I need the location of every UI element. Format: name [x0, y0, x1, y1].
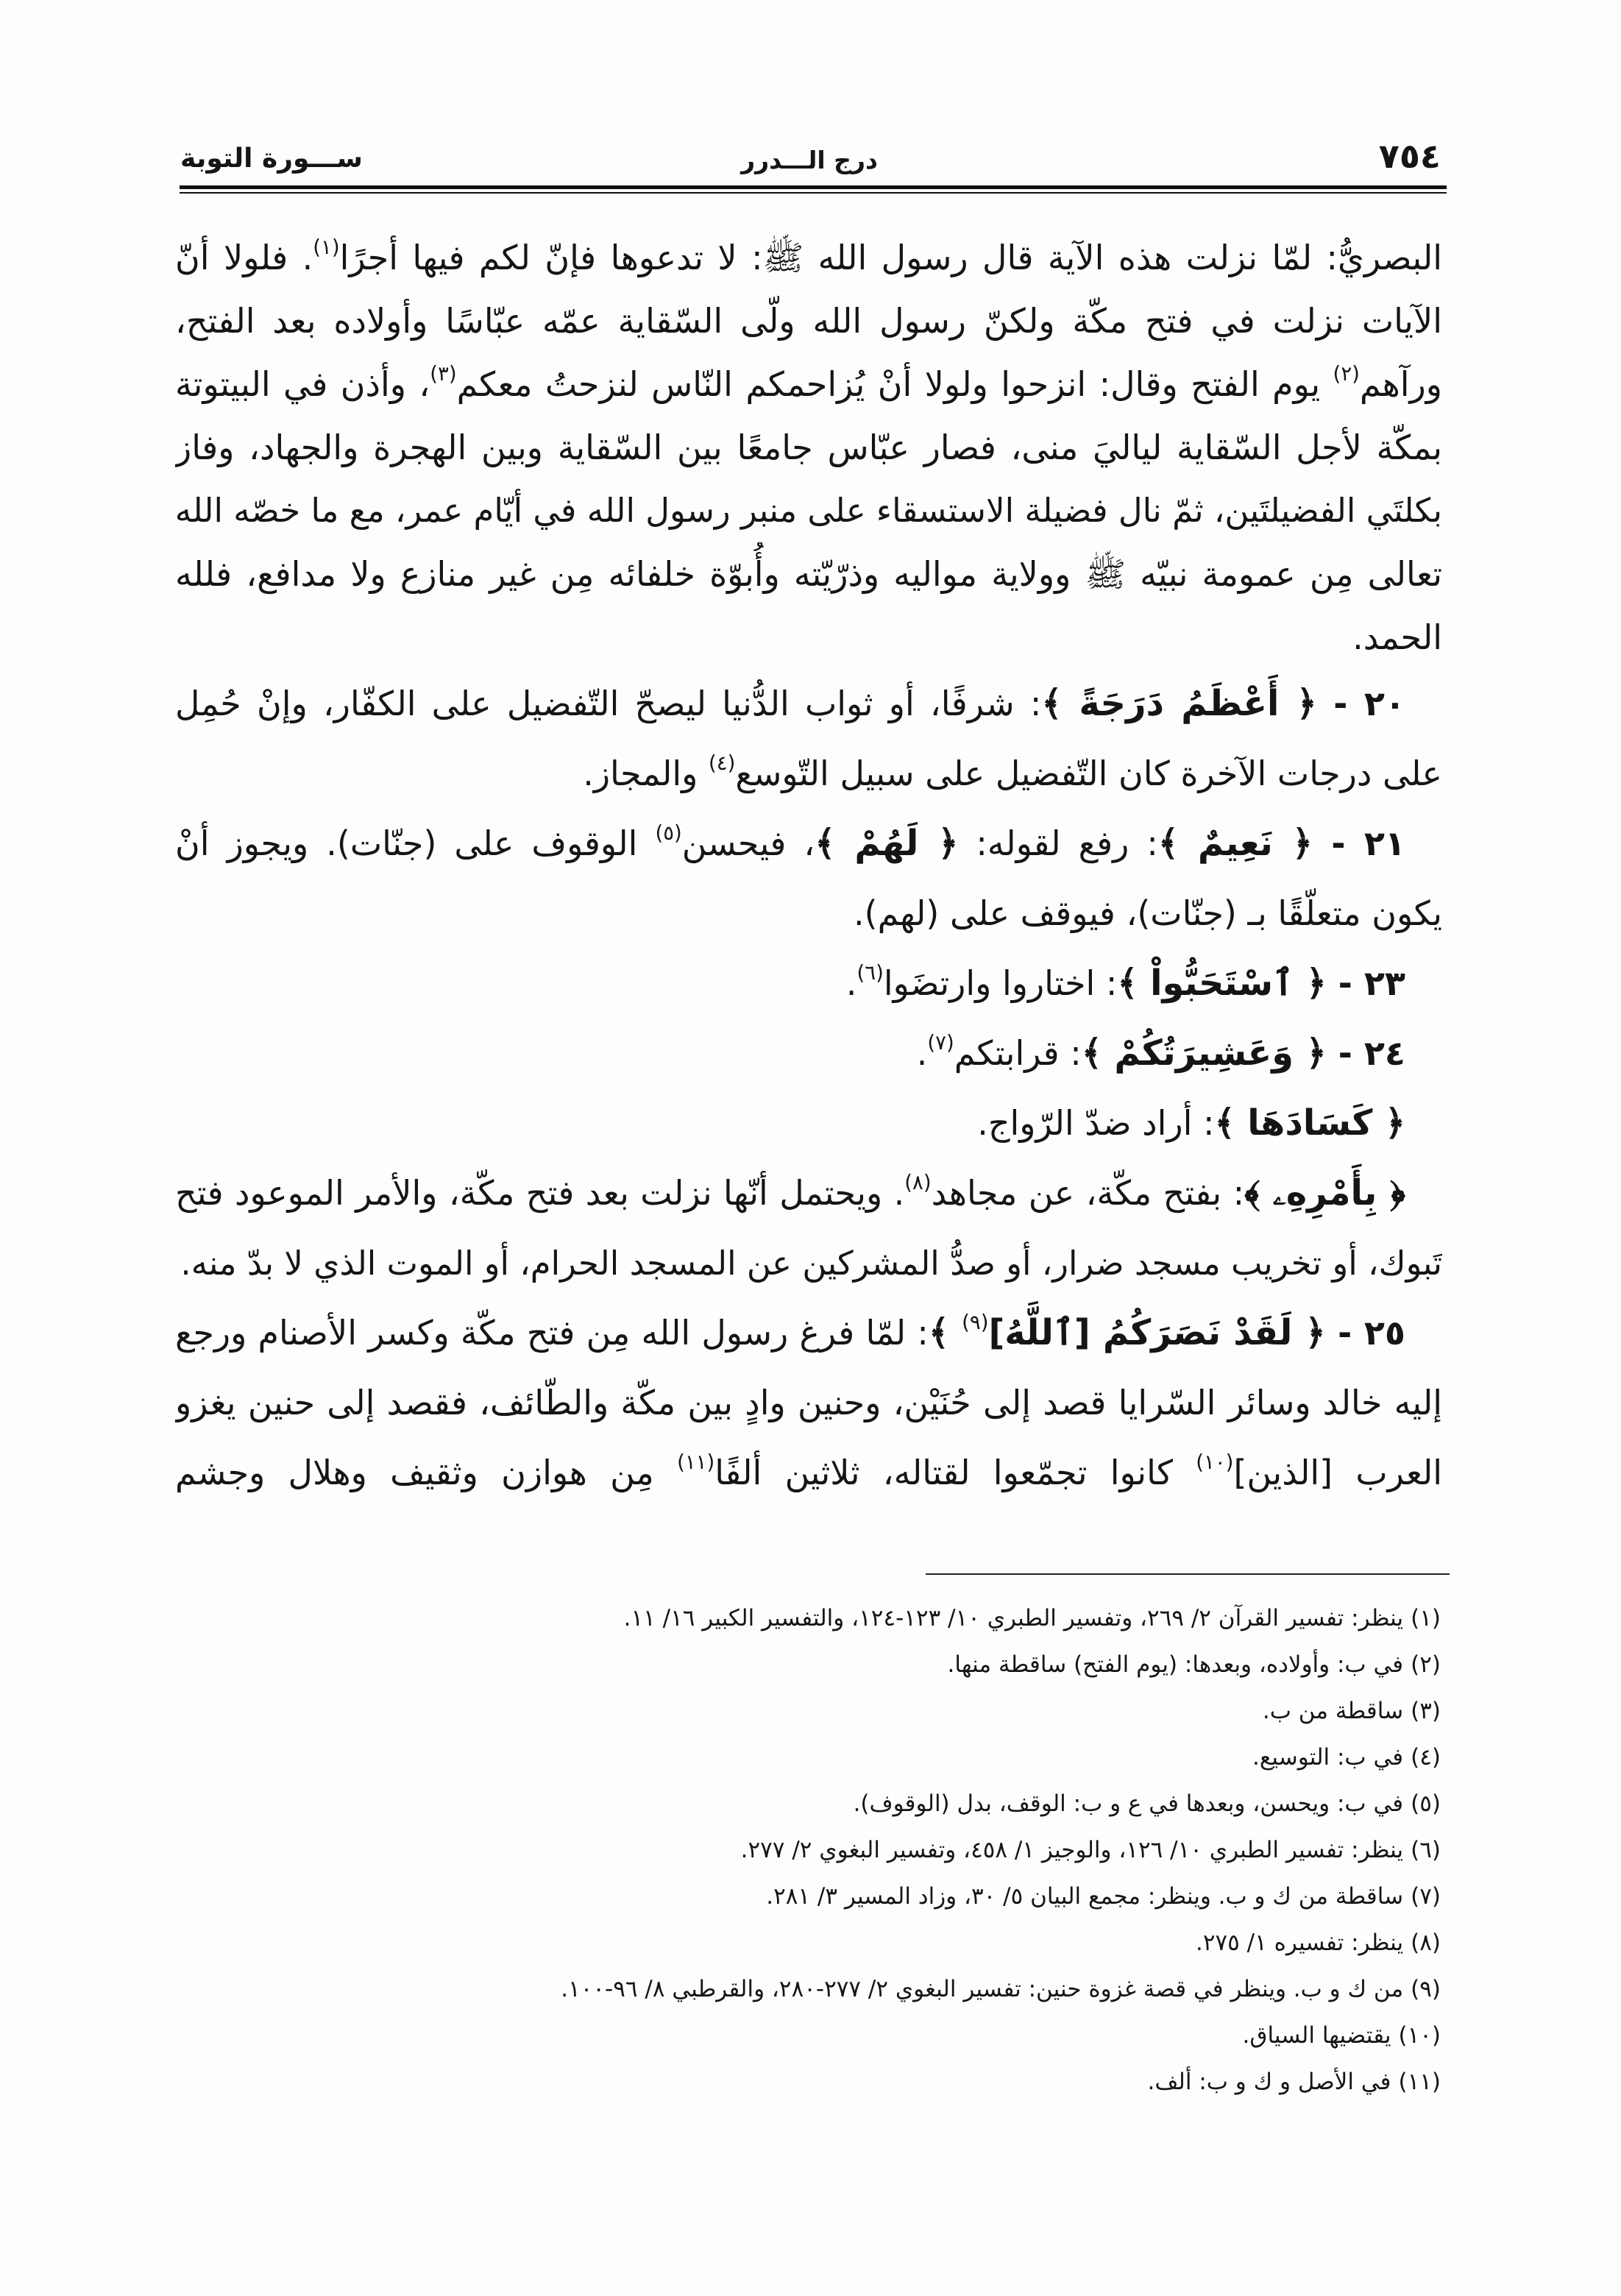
paragraph — [175, 669, 1442, 809]
quran-quote: ﴿ ٱسْتَحَبُّواْ ﴾ — [1117, 963, 1327, 1004]
footnote-text: من ك و ب. وينظر في قصة غزوة حنين: تفسير البغوي ٢/ ٢٧٧-٢٨٠، والقرطبي ٨/ ٩٦-١٠٠. — [561, 1976, 1404, 2002]
paragraph — [175, 949, 1442, 1018]
footnote-ref: (٥) — [655, 821, 682, 846]
text-line — [175, 226, 1442, 289]
footnote-marker: (٤) — [1411, 1744, 1441, 1771]
line-text: : أراد ضدّ الرّواج. — [977, 1103, 1215, 1143]
footnote-text: ينظر: تفسير القرآن ٢/ ٢٦٩، وتفسير الطبري ١٠/ ١٢٣-١٢٤، والتفسير الكبير ١٦/ ١١. — [623, 1605, 1404, 1631]
footnote-ref: (٣) — [430, 361, 457, 386]
text-line — [175, 1368, 1442, 1438]
footnote-ref: (١٠) — [1196, 1450, 1234, 1475]
footnote-ref: (٨) — [904, 1170, 932, 1195]
footnote-ref: (٢) — [1333, 361, 1360, 386]
quran-quote: ﴿ كَسَادَهَا ﴾ — [1214, 1103, 1405, 1144]
footnote-marker: (٨) — [1411, 1930, 1441, 1956]
text-line — [175, 809, 1442, 879]
header-rule — [180, 185, 1447, 189]
footnote-marker: (٦) — [1411, 1837, 1441, 1863]
footnote — [174, 2013, 1441, 2059]
line-text: بمكّة لأجل السّقاية لياليَ منى، فصار عبّاس جامعًا بين السّقاية وبين الهجرة والجهاد، وفاز — [175, 428, 1442, 467]
footnote-text: في الأصل و ك و ب: ألف. — [1147, 2069, 1391, 2095]
footnote-ref: (٦) — [856, 960, 884, 985]
footnote-marker: (١) — [1411, 1605, 1441, 1631]
paragraph — [175, 1298, 1442, 1508]
footnote — [174, 1735, 1441, 1781]
quran-quote: ﴿ وَعَشِيرَتُكُمْ ﴾ — [1081, 1033, 1327, 1074]
text-line — [175, 669, 1442, 739]
verse-number: ٢٤ - — [1326, 1033, 1405, 1073]
line-text: تعالى مِن عمومة نبيّه ﷺ وولاية مواليه وذرّيّته وأُبوّة خلفائه مِن غير منازع ولا مدافع، فلله — [175, 554, 1442, 594]
footnote-ref: (١) — [313, 235, 340, 260]
footnote-text: في ب: التوسيع. — [1252, 1744, 1404, 1771]
line-text: بكلتَي الفضيلتَين، ثمّ نال فضيلة الاستسقاء على منبر رسول الله في أيّام عمر، مع ما خصّه الله — [175, 491, 1442, 530]
footnote — [174, 1966, 1441, 2013]
line-text: الوقوف على (جنّات). ويجوز أنْ — [175, 823, 656, 863]
line-text: العرب [الذين] — [1233, 1453, 1442, 1492]
quran-quote: ﴾ — [928, 1313, 962, 1353]
text-line — [175, 1438, 1442, 1508]
paragraph — [175, 1158, 1442, 1298]
footnote-ref: (٧) — [927, 1030, 954, 1055]
line-text: على درجات الآخرة كان التّفضيل على سبيل التّوسع — [735, 754, 1442, 793]
footnote-ref: (٩) — [962, 1310, 989, 1335]
quran-quote: ﴿ لَقَدْ نَصَرَكُمُ [ٱللَّهُ] — [988, 1313, 1326, 1353]
surah-title: ســـورة التوبة — [180, 144, 363, 174]
line-text: كانوا تجمّعوا لقتاله، ثلاثين ألفًا — [714, 1453, 1196, 1492]
verse-number: ٢٥ - — [1325, 1313, 1405, 1353]
paragraph — [175, 226, 1442, 669]
text-line — [175, 1018, 1442, 1088]
footnote — [174, 1781, 1441, 1827]
paragraph — [175, 1018, 1442, 1088]
line-text: . ويحتمل أنّها نزلت بعد فتح مكّة، والأمر الموعود فتح — [175, 1173, 905, 1213]
verse-number: ٢٠ - — [1316, 684, 1405, 723]
line-text: تَبوك، أو تخريب مسجد ضرار، أو صدُّ المشركين عن المسجد الحرام، أو الموت الذي لا بدّ منه. — [180, 1244, 1442, 1283]
footnote-text: ساقطة من ك و ب. وينظر: مجمع البيان ٥/ ٣٠، وزاد المسير ٣/ ٢٨١. — [766, 1883, 1404, 1910]
footnote-text: ينظر: تفسير الطبري ١٠/ ١٢٦، والوجيز ١/ ٤٥٨، وتفسير البغوي ٢/ ٢٧٧. — [740, 1837, 1404, 1863]
paragraph — [175, 1088, 1442, 1158]
line-text: مِن هوازن وثقيف وهلال وجشم — [175, 1453, 678, 1492]
footnote-marker: (٧) — [1411, 1883, 1441, 1910]
quran-quote: ﴿ أَعْظَمُ دَرَجَةً ﴾ — [1041, 684, 1317, 724]
header-rule-thin — [180, 192, 1447, 194]
text-line — [175, 542, 1442, 606]
line-text: والمجاز. — [583, 754, 709, 793]
line-text: : شرفًا، أو ثواب الدُّنيا ليصحّ التّفضيل على الكفّار، وإنْ حُمِل — [175, 684, 1042, 723]
footnotes — [174, 1595, 1441, 2105]
line-text: يكون متعلّقًا بـ (جنّات)، فيوقف على (لهم). — [854, 893, 1442, 933]
book-title: درج الـــدرر — [741, 146, 878, 174]
text-line — [175, 1298, 1442, 1368]
text-line — [175, 606, 1442, 669]
verse-number: ٢٣ - — [1326, 963, 1405, 1003]
text-line — [175, 739, 1442, 809]
text-line — [175, 1088, 1442, 1158]
text-line — [175, 1228, 1442, 1298]
text-line — [175, 352, 1442, 416]
line-text: الحمد. — [1352, 617, 1442, 657]
line-text: : قرابتكم — [954, 1033, 1082, 1073]
footnote-ref: (١١) — [677, 1450, 715, 1475]
footnote-marker: (١١) — [1398, 2069, 1441, 2095]
footnote-text: ينظر: تفسيره ١/ ٢٧٥. — [1196, 1930, 1404, 1956]
footnote-marker: (٣) — [1411, 1698, 1441, 1724]
quran-quote: ﴿ لَهُمْ ﴾ — [815, 823, 959, 864]
line-text: ، فيحسن — [681, 823, 815, 863]
line-text: : لمّا فرغ رسول الله مِن فتح مكّة وكسر الأصنام ورجع — [175, 1313, 929, 1353]
footnote-marker: (٢) — [1411, 1651, 1441, 1678]
footnote — [174, 1688, 1441, 1735]
footnote-text: ساقطة من ب. — [1262, 1698, 1404, 1724]
verse-number: ٢١ - — [1312, 823, 1405, 863]
text-line — [175, 416, 1442, 479]
footnote-marker: (١٠) — [1398, 2022, 1441, 2049]
text-line — [175, 289, 1442, 352]
quran-quote: ﴿ بِأَمْرِهِۦ ﴾ — [1244, 1173, 1406, 1213]
footnote-text: في ب: وأولاده، وبعدها: (يوم الفتح) ساقطة منها. — [947, 1651, 1404, 1678]
text-line — [175, 949, 1442, 1018]
paragraph — [175, 809, 1442, 949]
footnote-text: في ب: ويحسن، وبعدها في ع و ب: الوقف، بدل (الوقوف). — [853, 1790, 1404, 1817]
footnote — [174, 1827, 1441, 1874]
line-text: . فلولا أنّ — [175, 238, 313, 277]
line-text: الآيات نزلت في فتح مكّة ولكنّ رسول الله ولّى السّقاية عمّه عبّاسًا وأولاده بعد الفتح، — [175, 301, 1442, 341]
footnote-marker: (٩) — [1411, 1976, 1441, 2002]
footnote-separator — [926, 1573, 1450, 1575]
line-text: : اختاروا وارتضَوا — [883, 963, 1118, 1003]
line-text: . — [845, 963, 857, 1003]
text-line — [175, 879, 1442, 949]
footnote-text: يقتضيها السياق. — [1242, 2022, 1391, 2049]
text-line — [175, 479, 1442, 542]
footnote — [174, 1920, 1441, 1966]
footnote-marker: (٥) — [1411, 1790, 1441, 1817]
main-text — [175, 226, 1442, 1508]
line-text: : بفتح مكّة، عن مجاهد — [931, 1173, 1245, 1213]
page-number: ٧٥٤ — [1378, 136, 1441, 176]
footnote — [174, 1595, 1441, 1642]
quran-quote: ﴿ نَعِيمٌ ﴾ — [1157, 823, 1313, 864]
footnote-ref: (٤) — [709, 751, 736, 776]
line-text: ورآهم — [1359, 364, 1442, 404]
line-text: البصريُّ: لمّا نزلت هذه الآية قال رسول الله ﷺ: لا تدعوها فإنّ لكم فيها أجرًا — [339, 238, 1442, 277]
footnote — [174, 2059, 1441, 2105]
footnote — [174, 1874, 1441, 1920]
text-line — [175, 1158, 1442, 1228]
line-text: إليه خالد وسائر السّرايا قصد إلى حُنَيْن، وحنين وادٍ بين مكّة والطّائف، فقصد إلى حنين يغزو — [175, 1383, 1442, 1422]
line-text: : رفع لقوله: — [958, 823, 1158, 863]
line-text: يوم الفتح وقال: انزحوا ولولا أنْ يُزاحمكم النّاس لنزحتُ معكم — [456, 364, 1333, 404]
footnote — [174, 1642, 1441, 1688]
line-text: . — [916, 1033, 928, 1073]
line-text: ، وأذن في البيتوتة — [175, 364, 430, 404]
